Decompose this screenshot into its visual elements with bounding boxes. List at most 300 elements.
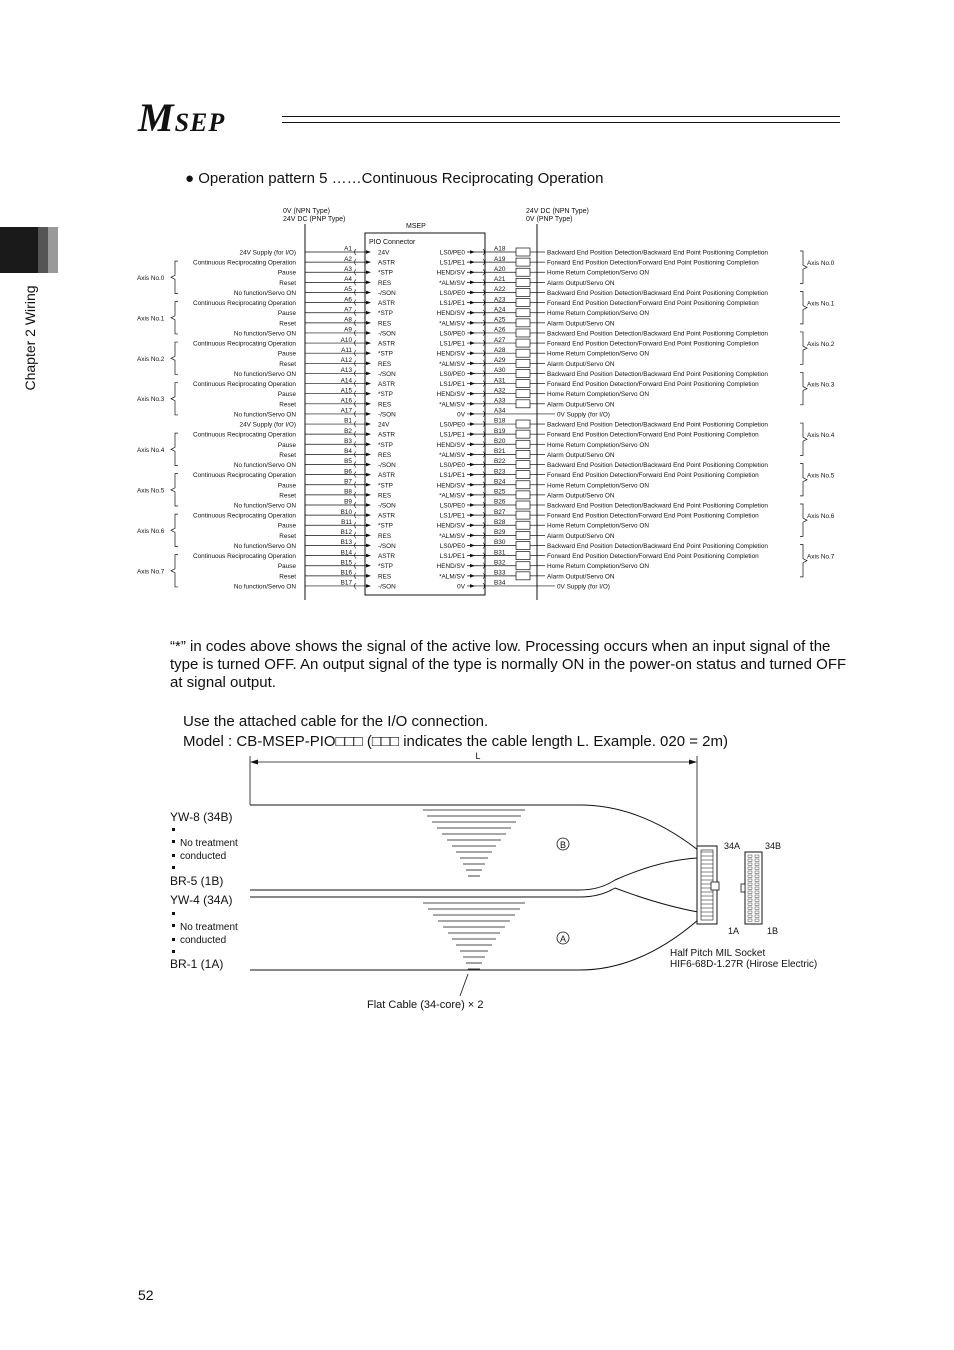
pin-1a-label: 1A <box>728 926 740 936</box>
pin-cell <box>755 891 759 893</box>
output-pin-label: A29 <box>494 357 506 365</box>
input-function-label: Continuous Reciprocating Operation <box>192 259 296 267</box>
axis-bracket-right <box>800 504 807 536</box>
input-pin-label: B7 <box>344 478 352 486</box>
wire-br1-label: BR-1 (1A) <box>170 957 224 971</box>
output-signal-label: LS1/PE1 <box>439 300 465 308</box>
load-box <box>516 521 530 529</box>
input-function-label: Continuous Reciprocating Operation <box>192 300 296 308</box>
input-pin-label: B9 <box>344 498 352 506</box>
input-function-label: Continuous Reciprocating Operation <box>192 512 296 520</box>
pin-cell <box>748 887 752 889</box>
output-signal-label: LS0/PE0 <box>439 542 465 550</box>
output-signal-label: LS0/PE0 <box>439 502 465 510</box>
pin-cell <box>748 859 752 861</box>
input-pin-label: A5 <box>344 286 352 294</box>
wire-yw4-label: YW-4 (34A) <box>170 893 233 907</box>
bullet <box>172 854 175 857</box>
chapter-label: Chapter 2 Wiring <box>22 285 38 391</box>
input-signal-label: -/SON <box>378 370 396 378</box>
input-signal-label: *STP <box>378 441 393 449</box>
flat-cable-leader <box>460 974 468 996</box>
load-box <box>516 531 530 539</box>
msep-label: MSEP <box>406 223 426 230</box>
axis-label-right: Axis No.3 <box>807 381 835 389</box>
output-function-label: Forward End Position Detection/Forward End Point Positioning Completion <box>547 340 759 348</box>
input-signal-label: RES <box>378 451 392 459</box>
pin-cell <box>748 895 752 897</box>
output-pin-label: A27 <box>494 336 506 344</box>
input-signal-label: -/SON <box>378 289 396 297</box>
pin-cell <box>755 915 759 917</box>
output-signal-label: *ALM/SV <box>439 492 465 500</box>
output-function-label: Alarm Output/Servo ON <box>547 451 615 459</box>
output-function-label: Home Return Completion/Servo ON <box>547 522 649 530</box>
load-box <box>516 552 530 560</box>
output-function-label: Forward End Position Detection/Forward End Point Positioning Completion <box>547 381 759 389</box>
load-box <box>516 319 530 327</box>
cable-a-inner <box>615 888 698 912</box>
input-function-label: Reset <box>279 492 296 500</box>
pin-cell <box>755 883 759 885</box>
right-supply-pnp: 0V (PNP Type) <box>526 216 573 223</box>
pin-34b-label: 34B <box>765 841 782 851</box>
load-box <box>516 471 530 479</box>
input-pin-label: A16 <box>340 397 352 405</box>
conducted-upper: conducted <box>180 851 227 862</box>
axis-bracket-right <box>800 332 807 364</box>
output-pin-label: B33 <box>494 569 506 577</box>
pin-cell <box>748 907 752 909</box>
axis-bracket-right <box>800 291 807 323</box>
input-function-label: Continuous Reciprocating Operation <box>192 472 296 480</box>
input-pin-label: A9 <box>344 326 352 334</box>
axis-label-right: Axis No.7 <box>807 553 835 561</box>
axis-label-left: Axis No.2 <box>137 355 165 363</box>
output-signal-label: *ALM/SV <box>439 320 465 328</box>
page-number: 52 <box>138 1287 154 1303</box>
pin-cell <box>755 899 759 901</box>
load-box <box>516 309 530 317</box>
pin-cell <box>755 855 759 857</box>
input-signal-label: 24V <box>378 421 390 429</box>
input-signal-label: 24V <box>378 249 390 257</box>
input-signal-label: RES <box>378 532 392 540</box>
load-box <box>516 380 530 388</box>
input-pin-label: A4 <box>344 276 352 284</box>
bullet <box>172 912 175 915</box>
output-signal-label: LS1/PE1 <box>439 553 465 561</box>
input-signal-label: *STP <box>378 391 393 399</box>
output-function-label: Backward End Position Detection/Backward End Point Positioning Completion <box>547 542 768 550</box>
load-box <box>516 541 530 549</box>
input-signal-label: *STP <box>378 522 393 530</box>
pin-cell <box>748 919 752 921</box>
output-pin-label: A34 <box>494 407 506 415</box>
output-function-label: Forward End Position Detection/Forward End Point Positioning Completion <box>547 259 759 267</box>
cable-b-top-edge <box>250 805 698 850</box>
output-function-label: Forward End Position Detection/Forward End Point Positioning Completion <box>547 431 759 439</box>
pin-cell <box>755 859 759 861</box>
output-signal-label: LS0/PE0 <box>439 421 465 429</box>
socket-name: Half Pitch MIL Socket <box>670 948 766 959</box>
output-pin-label: A24 <box>494 306 506 314</box>
load-box <box>516 562 530 570</box>
input-function-label: Reset <box>279 532 296 540</box>
output-signal-label: 0V <box>457 583 465 591</box>
right-supply-npn: 24V DC (NPN Type) <box>526 208 589 215</box>
section-heading: ● Operation pattern 5 ……Continuous Reciprocating Operation <box>185 170 604 187</box>
length-label: L <box>475 751 481 761</box>
output-function-label: Backward End Position Detection/Backward End Point Positioning Completion <box>547 330 768 338</box>
pin-cell <box>755 879 759 881</box>
output-function-label: Backward End Position Detection/Backward End Point Positioning Completion <box>547 421 768 429</box>
output-pin-label: A22 <box>494 286 506 294</box>
input-function-label: Reset <box>279 401 296 409</box>
input-signal-label: -/SON <box>378 411 396 419</box>
pin-cell <box>755 863 759 865</box>
output-function-label: Backward End Position Detection/Backward End Point Positioning Completion <box>547 370 768 378</box>
input-signal-label: RES <box>378 401 392 409</box>
output-pin-label: B32 <box>494 559 506 567</box>
output-signal-label: HEND/SV <box>436 310 465 318</box>
input-signal-label: *STP <box>378 482 393 490</box>
input-pin-label: A1 <box>344 245 352 253</box>
output-pin-label: A19 <box>494 255 506 263</box>
output-pin-label: A23 <box>494 296 506 304</box>
input-function-label: Pause <box>277 391 296 399</box>
input-pin-label: B10 <box>340 508 352 516</box>
output-pin-label: B34 <box>494 579 506 587</box>
input-signal-label: RES <box>378 320 392 328</box>
output-function-label: Home Return Completion/Servo ON <box>547 391 649 399</box>
pin-cell <box>755 887 759 889</box>
axis-bracket-left <box>171 383 178 415</box>
cable-b-inner <box>615 858 698 880</box>
pin-cell <box>748 879 752 881</box>
cable-intro <box>183 712 728 752</box>
input-signal-label: ASTR <box>378 300 396 308</box>
input-signal-label: -/SON <box>378 502 396 510</box>
axis-label-right: Axis No.2 <box>807 341 835 349</box>
input-signal-label: ASTR <box>378 340 396 348</box>
left-supply-pnp: 24V DC (PNP Type) <box>283 216 346 223</box>
load-box <box>516 248 530 256</box>
axis-label-left: Axis No.7 <box>137 568 165 576</box>
output-function-label: Home Return Completion/Servo ON <box>547 563 649 571</box>
output-pin-label: B19 <box>494 427 506 435</box>
load-box <box>516 511 530 519</box>
pin-cell <box>748 891 752 893</box>
input-signal-label: -/SON <box>378 583 396 591</box>
length-arrow-left <box>250 760 258 765</box>
pin-cell <box>748 875 752 877</box>
input-pin-label: B14 <box>340 549 352 557</box>
input-function-label: Reset <box>279 451 296 459</box>
load-box <box>516 268 530 276</box>
pin-cell <box>755 911 759 913</box>
wire-yw8-label: YW-8 (34B) <box>170 810 233 824</box>
load-box <box>516 258 530 266</box>
output-function-label: Alarm Output/Servo ON <box>547 360 615 368</box>
input-pin-label: A3 <box>344 265 352 273</box>
input-signal-label: RES <box>378 573 392 581</box>
output-signal-label: HEND/SV <box>436 391 465 399</box>
input-signal-label: ASTR <box>378 512 396 520</box>
axis-label-left: Axis No.0 <box>137 274 165 282</box>
output-pin-label: A26 <box>494 326 506 334</box>
axis-bracket-left <box>171 433 178 465</box>
output-function-label: 0V Supply (for I/O) <box>557 583 610 591</box>
output-signal-label: HEND/SV <box>436 482 465 490</box>
output-pin-label: B25 <box>494 488 506 496</box>
input-signal-label: RES <box>378 360 392 368</box>
input-signal-label: ASTR <box>378 259 396 267</box>
input-signal-label: ASTR <box>378 553 396 561</box>
cable-break-mark-lower <box>423 903 525 969</box>
output-pin-label: B31 <box>494 549 506 557</box>
plug-key <box>711 882 719 890</box>
output-pin-label: B27 <box>494 508 506 516</box>
input-signal-label: *STP <box>378 563 393 571</box>
pin-cell <box>748 899 752 901</box>
output-signal-label: HEND/SV <box>436 563 465 571</box>
load-box <box>516 349 530 357</box>
load-box <box>516 359 530 367</box>
input-function-label: Pause <box>277 563 296 571</box>
output-pin-label: A32 <box>494 387 506 395</box>
input-function-label: 24V Supply (for I/O) <box>239 421 296 429</box>
input-function-label: No function/Servo ON <box>233 411 296 419</box>
input-function-label: Reset <box>279 360 296 368</box>
input-function-label: Pause <box>277 350 296 358</box>
input-function-label: No function/Servo ON <box>233 289 296 297</box>
bullet <box>172 924 175 927</box>
output-signal-label: HEND/SV <box>436 441 465 449</box>
input-pin-label: A15 <box>340 387 352 395</box>
length-arrow-right <box>689 760 697 765</box>
input-pin-label: A7 <box>344 306 352 314</box>
input-function-label: Continuous Reciprocating Operation <box>192 553 296 561</box>
input-function-label: Reset <box>279 320 296 328</box>
input-pin-label: B6 <box>344 468 352 476</box>
load-box <box>516 481 530 489</box>
axis-bracket-left <box>171 474 178 506</box>
pin-cell <box>748 871 752 873</box>
input-signal-label: ASTR <box>378 472 396 480</box>
marker-a: A <box>559 934 567 944</box>
axis-label-right: Axis No.6 <box>807 513 835 521</box>
output-pin-label: B23 <box>494 468 506 476</box>
cable-break-mark-upper <box>423 810 525 876</box>
output-function-label: Home Return Completion/Servo ON <box>547 350 649 358</box>
flat-cable-label: Flat Cable (34-core) × 2 <box>367 999 484 1011</box>
output-signal-label: LS1/PE1 <box>439 512 465 520</box>
load-box <box>516 420 530 428</box>
pin-cell <box>748 883 752 885</box>
output-function-label: Home Return Completion/Servo ON <box>547 482 649 490</box>
output-function-label: Backward End Position Detection/Backward End Point Positioning Completion <box>547 289 768 297</box>
cable-a-top-edge <box>250 888 615 897</box>
output-signal-label: *ALM/SV <box>439 360 465 368</box>
output-signal-label: HEND/SV <box>436 522 465 530</box>
output-pin-label: B20 <box>494 437 506 445</box>
load-box <box>516 288 530 296</box>
output-function-label: Home Return Completion/Servo ON <box>547 310 649 318</box>
input-function-label: Continuous Reciprocating Operation <box>192 431 296 439</box>
input-pin-label: B17 <box>340 579 352 587</box>
input-function-label: Reset <box>279 573 296 581</box>
output-signal-label: *ALM/SV <box>439 532 465 540</box>
output-function-label: Alarm Output/Servo ON <box>547 320 615 328</box>
axis-label-left: Axis No.4 <box>137 446 165 454</box>
input-function-label: No function/Servo ON <box>233 502 296 510</box>
input-function-label: Pause <box>277 482 296 490</box>
input-function-label: Pause <box>277 310 296 318</box>
pin-cell <box>748 911 752 913</box>
pin-1b-label: 1B <box>767 926 779 936</box>
input-signal-label: -/SON <box>378 330 396 338</box>
output-signal-label: LS1/PE1 <box>439 381 465 389</box>
input-pin-label: B13 <box>340 539 352 547</box>
input-function-label: No function/Servo ON <box>233 370 296 378</box>
output-function-label: Backward End Position Detection/Backward End Point Positioning Completion <box>547 462 768 470</box>
axis-bracket-right <box>800 423 807 455</box>
output-pin-label: A25 <box>494 316 506 324</box>
pin-cell <box>755 867 759 869</box>
bullet <box>172 828 175 831</box>
input-signal-label: -/SON <box>378 542 396 550</box>
input-pin-label: B12 <box>340 529 352 537</box>
bullet <box>172 938 175 941</box>
output-signal-label: 0V <box>457 411 465 419</box>
output-function-label: Home Return Completion/Servo ON <box>547 269 649 277</box>
output-signal-label: LS0/PE0 <box>439 462 465 470</box>
load-box <box>516 369 530 377</box>
output-signal-label: LS1/PE1 <box>439 340 465 348</box>
pin-cell <box>755 903 759 905</box>
axis-label-left: Axis No.5 <box>137 487 165 495</box>
axis-label-left: Axis No.1 <box>137 315 165 323</box>
output-signal-label: HEND/SV <box>436 269 465 277</box>
output-function-label: Alarm Output/Servo ON <box>547 492 615 500</box>
input-signal-label: *STP <box>378 350 393 358</box>
output-function-label: Forward End Position Detection/Forward End Point Positioning Completion <box>547 472 759 480</box>
output-signal-label: *ALM/SV <box>439 451 465 459</box>
input-pin-label: B4 <box>344 448 352 456</box>
load-box <box>516 440 530 448</box>
output-signal-label: LS1/PE1 <box>439 431 465 439</box>
input-function-label: Continuous Reciprocating Operation <box>192 340 296 348</box>
socket-model: HIF6-68D-1.27R (Hirose Electric) <box>670 959 818 970</box>
load-box <box>516 390 530 398</box>
pin-cell <box>748 855 752 857</box>
axis-label-right: Axis No.4 <box>807 432 835 440</box>
output-function-label: Backward End Position Detection/Backward End Point Positioning Completion <box>547 502 768 510</box>
axis-label-right: Axis No.0 <box>807 260 835 268</box>
input-pin-label: B15 <box>340 559 352 567</box>
input-pin-label: B2 <box>344 427 352 435</box>
output-pin-label: A21 <box>494 276 506 284</box>
input-signal-label: ASTR <box>378 431 396 439</box>
load-box <box>516 329 530 337</box>
output-function-label: Backward End Position Detection/Backward End Point Positioning Completion <box>547 249 768 257</box>
axis-label-right: Axis No.1 <box>807 300 835 308</box>
input-pin-label: B1 <box>344 417 352 425</box>
input-pin-label: B16 <box>340 569 352 577</box>
input-pin-label: A11 <box>341 346 352 354</box>
output-signal-label: HEND/SV <box>436 350 465 358</box>
pin-cell <box>748 903 752 905</box>
bullet <box>172 950 175 953</box>
pin-cell <box>755 895 759 897</box>
no-treatment-lower: No treatment <box>180 922 238 933</box>
load-box <box>516 491 530 499</box>
msep-logo: MSEP <box>138 95 226 140</box>
no-treatment-upper: No treatment <box>180 838 238 849</box>
load-box <box>516 400 530 408</box>
output-pin-label: B18 <box>494 417 506 425</box>
axis-bracket-right <box>800 372 807 404</box>
output-pin-label: B24 <box>494 478 506 486</box>
input-pin-label: B11 <box>341 518 352 526</box>
output-signal-label: *ALM/SV <box>439 573 465 581</box>
input-pin-label: A2 <box>344 255 352 263</box>
output-function-label: Alarm Output/Servo ON <box>547 573 615 581</box>
load-box <box>516 501 530 509</box>
conducted-lower: conducted <box>180 935 227 946</box>
output-signal-label: *ALM/SV <box>439 279 465 287</box>
cable-b-bottom-edge <box>250 880 615 890</box>
pin-cell <box>748 863 752 865</box>
input-function-label: 24V Supply (for I/O) <box>239 249 296 257</box>
output-function-label: Forward End Position Detection/Forward End Point Positioning Completion <box>547 512 759 520</box>
output-pin-label: A31 <box>494 377 506 385</box>
output-pin-label: A28 <box>494 346 506 354</box>
input-pin-label: A6 <box>344 296 352 304</box>
output-pin-label: B28 <box>494 518 506 526</box>
input-function-label: No function/Servo ON <box>233 330 296 338</box>
cable-intro-line1: Use the attached cable for the I/O connection. <box>183 713 489 730</box>
input-pin-label: A13 <box>340 367 352 375</box>
marker-b: B <box>559 840 567 850</box>
pin-cell <box>748 867 752 869</box>
input-function-label: No function/Servo ON <box>233 542 296 550</box>
output-pin-label: B30 <box>494 539 506 547</box>
output-signal-label: *ALM/SV <box>439 401 465 409</box>
pin-cell <box>755 907 759 909</box>
axis-bracket-right <box>800 464 807 496</box>
socket-key <box>741 884 745 892</box>
output-pin-label: B26 <box>494 498 506 506</box>
output-pin-label: B29 <box>494 529 506 537</box>
output-function-label: Alarm Output/Servo ON <box>547 532 615 540</box>
load-box <box>516 461 530 469</box>
axis-bracket-right <box>800 544 807 576</box>
axis-bracket-left <box>171 514 178 546</box>
pio-connector-label: PIO Connector <box>369 239 416 246</box>
axis-bracket-left <box>171 342 178 374</box>
axis-label-left: Axis No.6 <box>137 527 165 535</box>
axis-label-left: Axis No.3 <box>137 396 165 404</box>
pin-cell <box>755 919 759 921</box>
load-box <box>516 450 530 458</box>
pin-cell <box>755 871 759 873</box>
output-function-label: 0V Supply (for I/O) <box>557 411 610 419</box>
output-pin-label: B22 <box>494 458 506 466</box>
input-function-label: Pause <box>277 269 296 277</box>
input-function-label: Reset <box>279 279 296 287</box>
